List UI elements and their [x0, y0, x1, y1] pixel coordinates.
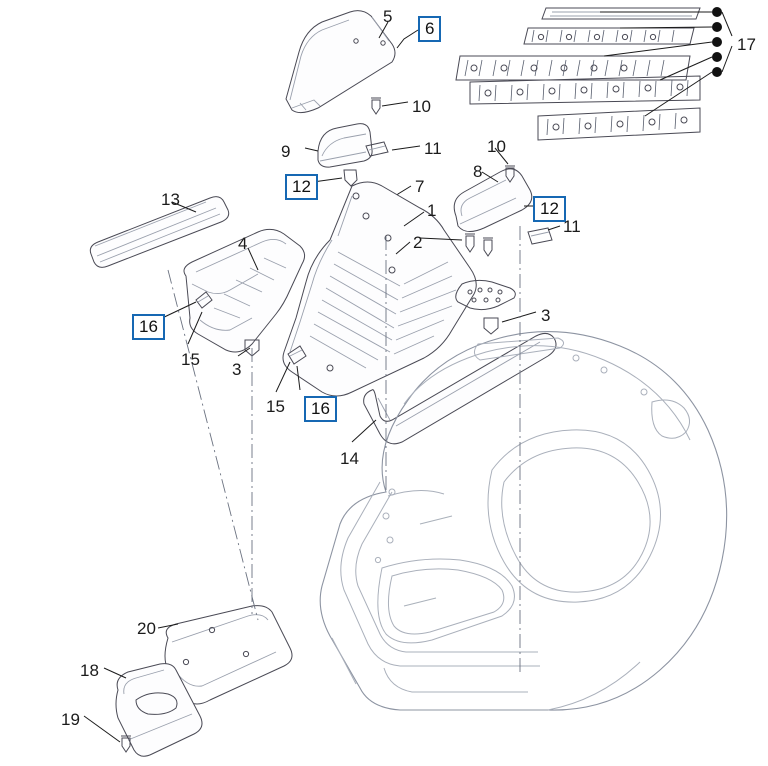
callout-20: 20 — [137, 619, 156, 638]
part-2-fasteners — [465, 234, 493, 256]
callout-12-right: 12 — [533, 196, 566, 222]
callout-15-left: 15 — [181, 350, 200, 369]
part-5-cover — [286, 11, 395, 113]
callout-17: 17 — [737, 35, 756, 54]
callout-3-right: 3 — [541, 306, 551, 325]
callout-6: 6 — [418, 16, 441, 42]
callout-7: 7 — [415, 177, 425, 196]
part-12-left-grommet — [344, 170, 357, 186]
callout-16-left: 16 — [132, 314, 165, 340]
callout-10-right: 10 — [487, 137, 506, 156]
part-10-screw-upper — [371, 98, 381, 114]
callout-4: 4 — [238, 234, 248, 253]
callout-13: 13 — [161, 190, 180, 209]
callout-5: 5 — [383, 7, 393, 26]
part-8-pad — [454, 169, 532, 232]
callout-3-left: 3 — [232, 360, 242, 379]
callout-19: 19 — [61, 710, 80, 729]
callout-11-upper: 11 — [424, 139, 442, 158]
part-9-pad — [318, 124, 372, 167]
callout-1: 1 — [427, 201, 437, 220]
part-11-clip-right — [528, 228, 552, 244]
part-18-cover — [116, 664, 202, 757]
legend-17-dots — [600, 7, 732, 116]
callout-16-right: 16 — [304, 396, 337, 422]
callout-15-right: 15 — [266, 397, 285, 416]
callout-10-upper: 10 — [412, 97, 431, 116]
callout-2: 2 — [413, 233, 423, 252]
callout-8: 8 — [473, 162, 483, 181]
callout-9: 9 — [281, 142, 291, 161]
callout-11-right: 11 — [563, 217, 581, 236]
part-19-screw — [121, 736, 131, 752]
callout-12-left: 12 — [285, 174, 318, 200]
scooter-body — [320, 332, 726, 710]
callout-14: 14 — [340, 449, 359, 468]
callout-18: 18 — [80, 661, 99, 680]
